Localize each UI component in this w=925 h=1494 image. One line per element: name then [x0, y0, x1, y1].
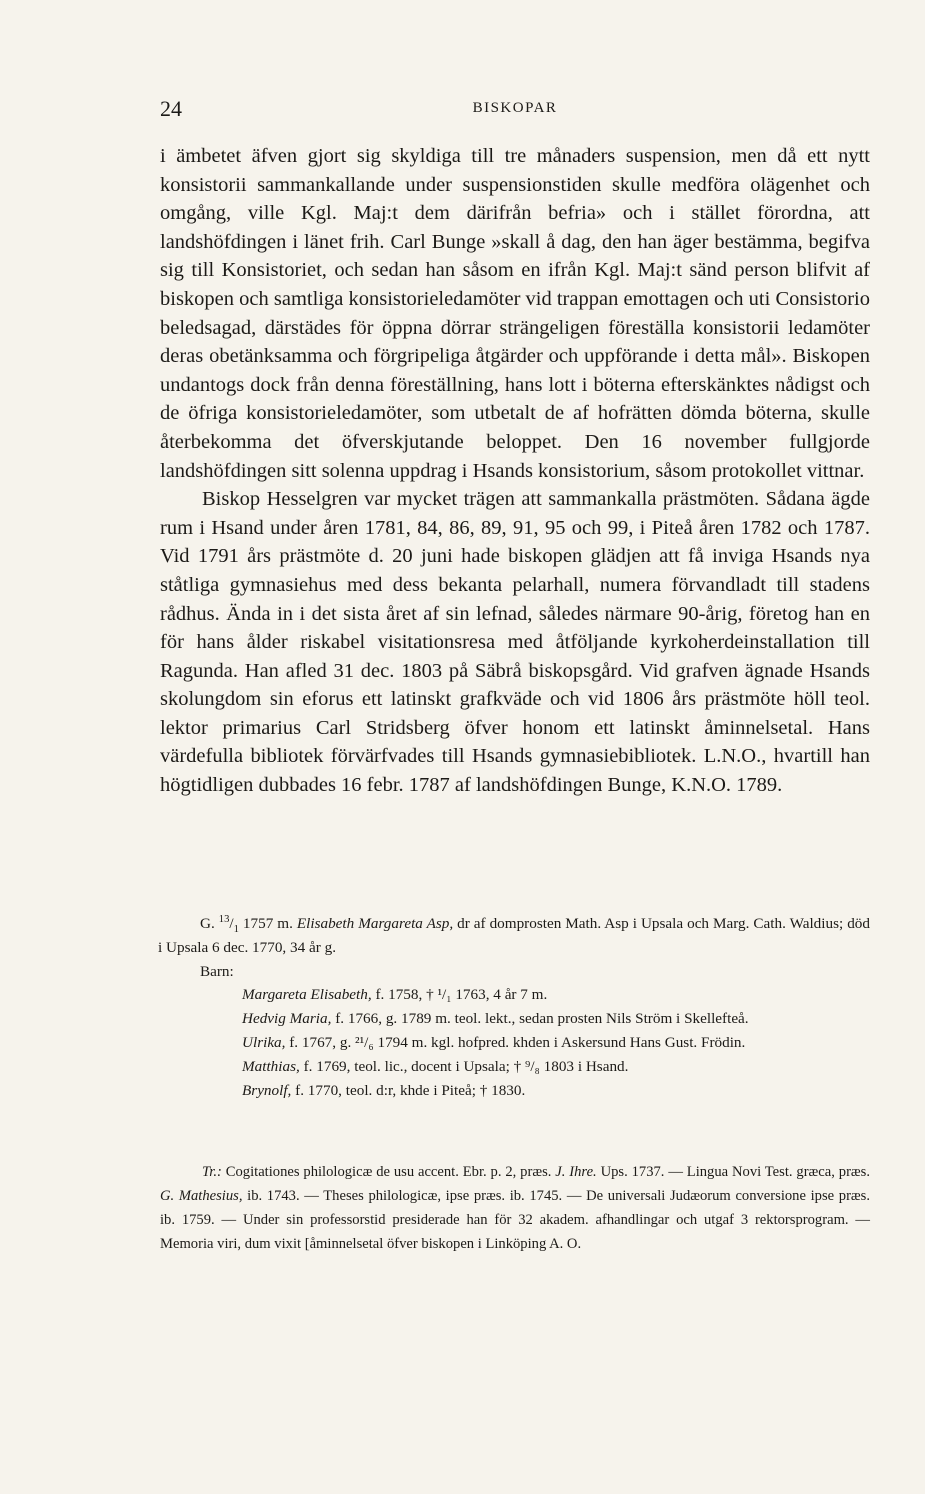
child-details: f. 1770, teol. d:r, khde i Piteå; † 1830.	[295, 1081, 526, 1099]
child-entry	[158, 1055, 870, 1079]
main-text	[160, 142, 870, 800]
page-header	[160, 96, 870, 126]
child-entry	[158, 1031, 870, 1055]
works-entry	[160, 1160, 870, 1256]
child-entry	[158, 1079, 870, 1103]
works-text-1: Cogitationes philologicæ de usu accent. Ebr. p. 2, præs.	[225, 1164, 552, 1180]
marriage-lead: G.	[200, 915, 215, 932]
works-praeses-ihre: J. Ihre.	[555, 1164, 597, 1180]
child-details: f. 1758, † ¹/₁ 1763, 4 år 7 m.	[375, 986, 548, 1004]
children-heading: Barn:	[200, 962, 234, 980]
paragraph-2: Biskop Hesselgren var mycket trägen att sammankalla prästmöten. Sådana ägde rum i Hsand under åren 1781, 84, 86, 89, 91, 95 och 99, i Piteå åren 1782 och 1787. Vid 1791 års prästmöte d. 20 juni hade biskopen glädjen att få inviga Hsands nya ståtliga gymnasiehus med dess bekanta pelarhall, numera förvandladt till stadens rådhus. Ända in i det sista året af sin lefnad, således närmare 90-årig, företog han en för hans ålder riskabel visitationsresa med åtföljande kyrkoherdeinstallation till Ragunda. Han afled 31 dec. 1803 på Säbrå biskopsgård. Vid grafven ägnade Hsands skolungdom sin eforus ett latinskt grafkväde och vid 1806 års prästmöte höll teol. lektor primarius Carl Stridsberg öfver honom ett latinskt åminnelsetal. Hans värdefulla bibliotek förvärfvades till Hsands gymnasiebibliotek. L.N.O., hvartill han högtidligen dubbades 16 febr. 1787 af landshöfdingen Bunge, K.N.O. 1789.	[160, 488, 870, 797]
marriage-entry: G. $^{13}/_1$ 1757 m. Elisabeth Margareta Asp, dr af domprosten Math. Asp i Upsala och Marg. Cath. Waldius; död i Upsala 6 dec. 1770, 34 år g.	[158, 913, 870, 956]
marriage-details: dr af domprosten Math. Asp i Upsala och Marg. Cath. Waldius; död i Upsala 6 dec. 1770, 34 år g.	[158, 915, 870, 956]
running-title: BISKOPAR	[472, 100, 558, 116]
page-number: 24	[160, 96, 182, 121]
child-entry	[158, 1007, 870, 1031]
paragraph-1: i ämbetet äfven gjort sig skyldiga till tre månaders suspension, men då ett nytt konsistorii sammankallande under suspensionstiden skulle medföra olägenhet och omgång, ville Kgl. Maj:t dem därifrån befria» och i stället förordna, att landshöfdingen i länet frih. Carl Bunge »skall å dag, den han äger bestämma, begifva sig till Konsistoriet, och sedan han såsom en ifrån Kgl. Maj:t sänd person blifvit af biskopen och samtliga konsistorieledamöter vid trappan emottagen och uti Consistorio beledsagad, därstädes för öppna dörrar strängeligen föreställa konsistorii ledamöter deras obetänksamma och förgripeliga åtgärder och uppförande i detta mål». Biskopen undantogs dock från denna föreställning, hans lott i böterna efterskänktes nådigst och de öfriga konsistorieledamöter, som utbetalt de af hofrätten dömda böterna, skulle återbekomma det öfverskjutande beloppet. Den 16 november fullgjorde landshöfdingen sitt solenna uppdrag i Hsands konsistorium, såsom protokollet vittnar.	[160, 145, 870, 482]
child-name: Margareta Elisabeth,	[242, 986, 372, 1004]
child-name: Brynolf,	[242, 1081, 292, 1099]
child-details: f. 1766, g. 1789 m. teol. lekt., sedan prosten Nils Ström i Skellefteå.	[335, 1010, 749, 1028]
child-details: f. 1769, teol. lic., docent i Upsala; † ⁹/₈ 1803 i Hsand.	[303, 1057, 629, 1075]
child-name: Hedvig Maria,	[242, 1010, 332, 1028]
child-name: Ulrika,	[242, 1033, 286, 1051]
works-text-3: ib. 1743. — Theses philologicæ, ipse præs. ib. 1745. — De universali Judæorum conversione ipse præs. ib. 1759. — Under sin professorstid presiderade han för 32 akadem. afhandlingar och utgaf 3 rektorsprogram. — Memoria viri, dum vixit [åminnelsetal öfver biskopen i Linköping A. O.	[160, 1188, 870, 1252]
works-praeses-mathesius: G. Mathesius,	[160, 1188, 243, 1204]
spouse-name: Elisabeth Margareta Asp,	[296, 915, 454, 932]
marriage-date-month: 1	[233, 924, 239, 936]
child-details: f. 1767, g. ²¹/₆ 1794 m. kgl. hofpred. khden i Askersund Hans Gust. Frödin.	[289, 1033, 746, 1051]
family-notes	[158, 912, 870, 1102]
printed-works	[160, 1160, 870, 1256]
child-entry	[158, 983, 870, 1007]
child-name: Matthias,	[242, 1057, 300, 1075]
marriage-year: 1757 m.	[242, 915, 293, 932]
marriage-date-day: 13	[218, 913, 230, 925]
works-text-2: Ups. 1737. — Lingua Novi Test. græca, præs.	[600, 1164, 870, 1180]
works-label: Tr.:	[202, 1164, 222, 1180]
